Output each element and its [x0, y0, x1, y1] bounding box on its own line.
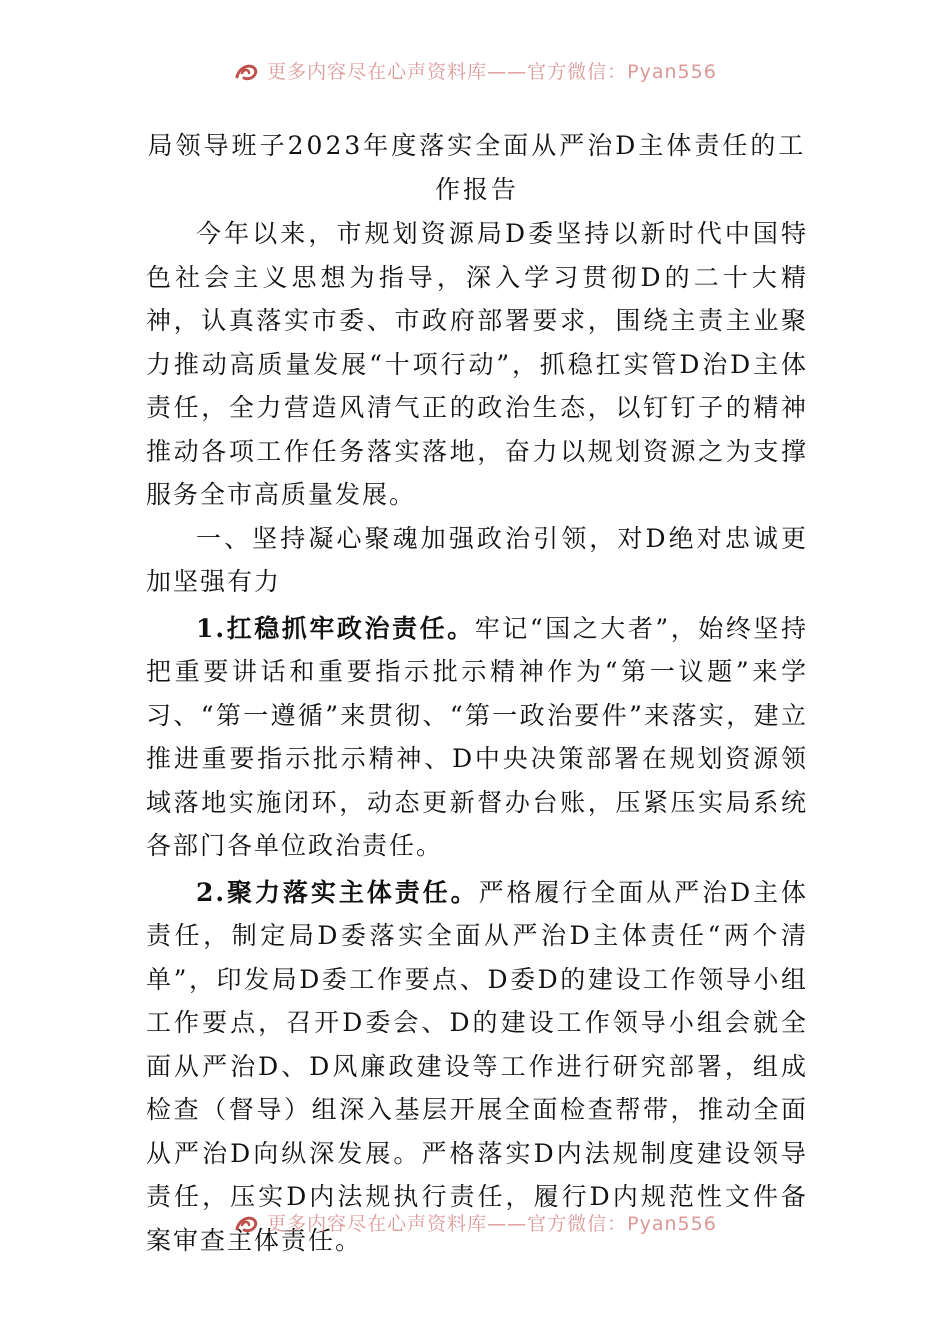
paragraph-text: 今年以来，市规划资源局D委坚持以新时代中国特色社会主义思想为指导，深入学习贯彻D的二十大精神，认真落实市委、市政府部署要求，围绕主责主业聚力推动高质量发展“十项行动”，抓稳扛实管D治D主体责任，全力营造风清气正的政治生态，以钉钉子的精神推动各项工作任务落实落地，奋力以规划资源之为支撑服务全市高质量发展。	[146, 219, 808, 509]
paragraph-item-1	[146, 607, 808, 868]
swirl-logo-icon	[233, 59, 259, 85]
watermark-text: 更多内容尽在心声资料库——官方微信：Pyan556	[267, 1212, 717, 1235]
section-heading-text: 一、坚持凝心聚魂加强政治引领，对D绝对忠诚更加坚强有力	[146, 523, 808, 596]
document-body	[146, 124, 808, 1262]
watermark-text: 更多内容尽在心声资料库——官方微信：Pyan556	[267, 60, 717, 83]
paragraph-lead: 2.聚力落实主体责任。	[196, 877, 479, 907]
section-heading-1	[146, 517, 808, 604]
document-title: 局领导班子2023年度落实全面从严治D主体责任的工作报告	[147, 131, 807, 204]
header-watermark	[0, 52, 950, 92]
paragraph-text: 严格履行全面从严治D主体责任，制定局D委落实全面从严治D主体责任“两个清单”，印发局D委工作要点、D委D的建设工作领导小组工作要点，召开D委会、D的建设工作领导小组会就全面从严治D、D风廉政建设等工作进行研究部署，组成检查（督导）组深入基层开展全面检查帮带，推动全面从严治D向纵深发展。严格落实D内法规制度建设领导责任，压实D内法规执行责任，履行D内规范性文件备案审查主体责任。	[146, 877, 809, 1255]
footer-watermark	[0, 1204, 950, 1244]
swirl-logo-icon	[233, 1211, 259, 1237]
paragraph-text: 牢记“国之大者”，始终坚持把重要讲话和重要指示批示精神作为“第一议题”来学习、“第一遵循”来贯彻、“第一政治要件”来落实，建立推进重要指示批示精神、D中央决策部署在规划资源领域落地实施闭环，动态更新督办台账，压紧压实局系统各部门各单位政治责任。	[146, 613, 808, 860]
paragraph-lead: 1.扛稳抓牢政治责任。	[196, 613, 475, 643]
paragraph-intro	[146, 212, 808, 517]
